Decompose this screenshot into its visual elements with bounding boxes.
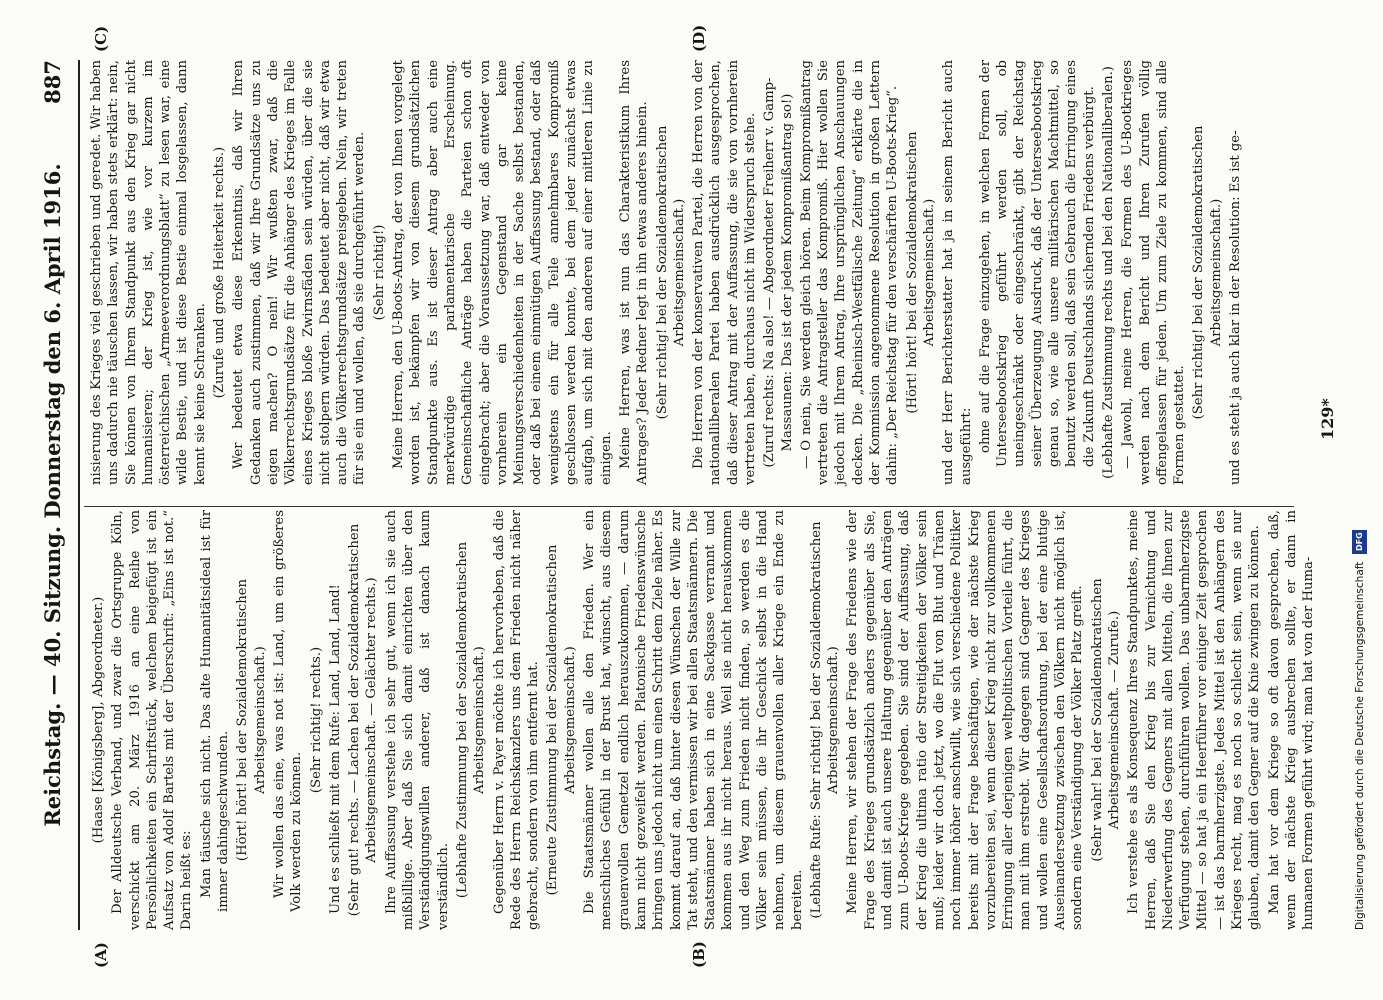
quotation: Wir wollen das eine, was not ist: Land, um ein größeres Volk werden zu können.: [271, 510, 305, 912]
dfg-logo-icon: DFG: [1352, 530, 1367, 554]
funding-credit: [1352, 530, 1367, 930]
speaker-line: (Haase [Königsberg], Abgeordneter.): [91, 596, 106, 844]
interjection: (Zuruf rechts: Na also! — Abgeordneter Freiherr v. Gamp-Massaunen: Das ist der jedem Kompromißantrag so!): [762, 77, 795, 468]
header-rule: [78, 60, 80, 930]
left-column: [88, 510, 1317, 930]
paragraph: und der Herr Berichterstatter hat ja in seinem Bericht auch ausgeführt:: [941, 60, 974, 485]
paragraph: Die Staatsmänner wollen alle den Frieden. Wer ein menschliches Gefühl in der Brust hat, wünscht, aus diesem grauenvollen Gemetzel endlich herauszukommen, — darum kann nicht gezweifelt werden. Platonische Friedenswünsche bringen uns jedoch nicht um einen Schritt dem Ziele näher. Es kommt darauf an, daß hinter diesen Wünschen der Wille zur Tat steht, und den vermissen wir bei allen Staatsmännern. Die Staatsmänner haben sich in eine Sackgasse verrannt und kommen aus ihr nicht heraus. Weil sie nicht herauskommen und den Weg zum Frieden nicht finden, so werden es die Völker sein müssen, die ihr Geschick selbst in die Hand nehmen, um diesem grauenvollen aller Kriege ein Ende zu bereiten.: [582, 510, 805, 930]
margin-marker-d: (D): [690, 24, 708, 52]
interjection: (Sehr wahr! bei der Sozialdemokratischen Arbeitsgemeinschaft. — Zurufe.): [1089, 578, 1122, 862]
interjection: (Hört! hört! bei der Sozialdemokratischen Arbeitsgemeinschaft.): [904, 131, 937, 414]
interjection: (Sehr richtig! bei der Sozialdemokratischen Arbeitsgemeinschaft.): [654, 125, 687, 420]
interjection: (Sehr richtig! rechts.): [308, 646, 324, 794]
paragraph: und es steht ja auch klar in der Resolution: Es ist ge-: [1228, 130, 1243, 485]
quotation: Man täusche sich nicht. Das alte Humanitätsideal ist für immer dahingeschwunden.: [198, 510, 232, 912]
paragraph: Meine Herren, wir stehen der Frage des Friedens wie der Frage des Krieges grundsätzlich anders gegenüber als Sie, und damit ist auch unsere Haltung gegenüber den Anträgen zum U-Boots-Kriege gegeben. Sie sind der Auffassung, daß der Krieg die ultima ratio der Streitigkeiten der Völker sein muß; leider wir doch jetzt, wo die Flut von Blut und Tränen noch immer höher anschwillt, wie sich verschiedene Politiker bereits mit der Frage beschäftigen, wie der nächste Krieg vorzubereiten sei, wenn dieser Krieg nicht zur vollkommenen Erringung aller derjenigen weltpolitischen Vorteile führt, die man mit ihm erstrebt. Wir dagegen sind Gegner des Krieges und wollen eine Gesellschaftsordnung, bei der eine blutige Auseinandersetzung zwischen den Völkern nicht möglich ist, sondern eine Verständigung der Völker Platz greift.: [845, 510, 1086, 930]
paragraph: — O nein, Sie werden gleich hören. Beim Kompromißantrag vertreten die Antragsteller das Kompromiß. Hier wollen Sie jedoch mit Ihrem Antrag, Ihre ursprünglichen Anschauungen decken. Die „Rheinisch-Westfälische Zeitung“ erklärte die in der Kommission angenommene Resolution in großen Lettern dahin: „Der Reichstag für den verschärften U-Boots-Krieg“.: [798, 60, 901, 485]
paragraph: — Jawohl, meine Herren, die Formen des U-Bootkrieges werden nach dem Bericht und Ihren Zurufen völlig offengelassen für jeden. Um zum Ziele zu kommen, sind alle Formen gestattet.: [1120, 60, 1188, 485]
column-divider: [84, 506, 1294, 507]
quotation: ohne auf die Frage einzugehen, in welchen Formen der Unterseebootskrieg geführt werden soll, ob uneingeschränkt oder eingeschränkt, gibt der Reichstag seiner Überzeugung Ausdruck, daß der Unterseebootskrieg genau so, wie alle unsere militärischen Machtmittel, so benutzt werden soll, daß sein Gebrauch die Erringung eines die Zukunft Deutschlands sichernden Friedens verbürgt.: [977, 60, 1097, 467]
page-number: 887: [40, 60, 65, 104]
page-title: Reichstag. — 40. Sitzung. Donnerstag den 6. April 1916.: [40, 163, 65, 827]
interjection: (Erneute Zustimmung bei der Sozialdemokratischen Arbeitsgemeinschaft.): [545, 544, 578, 896]
page-header: [40, 60, 70, 930]
right-column: [88, 60, 1288, 485]
paragraph: Die Herren von der konservativen Partei, die Herren von der nationalliberalen Partei haben ausdrücklich ausgesprochen, daß dieser Antrag mit der Auffassung, die sie von vornherein vertreten haben, durchaus nicht im Widerspruch stehe.: [691, 60, 758, 485]
interjection: (Lebhafte Rufe: Sehr richtig! bei der Sozialdemokratischen Arbeitsgemeinschaft.): [808, 521, 842, 919]
interjection: (Lebhafte Zustimmung rechts und bei den Nationalliberalen.): [1100, 66, 1116, 479]
interjection: (Sehr richtig! bei der Sozialdemokratischen Arbeitsgemeinschaft.): [1191, 125, 1224, 420]
paragraph: Ihre Auffassung verstehe ich sehr gut, wenn ich sie auch mißbillige. Aber daß Sie sich damit einrichten über den Verständigungswillen anderer, daß ist danach kaum verständlich.: [383, 510, 451, 930]
paragraph: Man hat vor dem Kriege so oft davon gesprochen, daß, wenn der nächste Krieg ausbrechen sollte, er dann in humanen Formen geführt wird; man hat von der Huma-: [1266, 510, 1317, 930]
margin-marker-c: (C): [92, 25, 110, 52]
margin-marker-b: (B): [690, 941, 708, 968]
paragraph: Wer bedeutet etwa diese Erkenntnis, daß wir Ihren Gedanken auch zustimmen, daß wir Ihre Grundsätze uns zu eigen machen? O nein! Wir wußten zwar, daß die Völkerrechtsgrundsätze für die Anhänger des Krieges im Falle eines Krieges bloße Zwirnsfäden sein würden, über die sie nicht stolpern würden. Das bedeutet aber nicht, daß wir etwa auch die Völkerrechtsgrundsätze preisgeben. Nein, wir treten für sie ein und wollen, daß sie durchgeführt werden.: [231, 60, 368, 485]
interjection: (Sehr gut! rechts. — Lachen bei der Sozialdemokratischen Arbeitsgemeinschaft. — Gelächter rechts.): [347, 523, 380, 917]
paragraph: Der Alldeutsche Verband, und zwar die Ortsgruppe Köln, verschickt am 20. März 1916 an eine Reihe von Persönlichkeiten ein Schriftstück, welchem beigefügt ist ein Aufsatz von Adolf Bartels mit der Überschrift: „Eins ist not.“ Darin heißt es:: [110, 510, 195, 930]
paragraph: Und es schließt mit dem Rufe: Land, Land, Land!: [327, 584, 343, 914]
interjection: (Sehr richtig!): [371, 224, 387, 321]
credit-text: Digitalisierung gefördert durch die Deutsche Forschungsgemeinschaft: [1353, 561, 1366, 930]
paragraph: Meine Herren, den U-Boots-Antrag, der von Ihnen vorgelegt worden ist, bekämpfen wir von diesem grundsätzlichen Standpunkte aus. Es ist dieser Antrag aber auch eine merkwürdige parlamentarische Erscheinung. Gemeinschaftliche Anträge haben die Parteien schon oft eingebracht; aber die Voraussetzung war, daß entweder von vornherein ein Gegenstand gar keine Meinungsverschiedenheiten in der Sache selbst bestanden, oder daß bei einem einmütigen Auffassung bestand, oder daß wenigstens ein für alle Teile annehmbares Kompromiß geschlossen werden konnte, bei dem jeder zunächst etwas aufgab, um sich mit den anderen auf einer mittleren Linie zu einigen.: [391, 60, 614, 485]
paragraph: Ich verstehe es als Konsequenz Ihres Standpunktes, meine Herren, daß Sie den Krieg bis zur Vernichtung und Niederwerfung des Gegners mit allen Mitteln, die Ihnen zur Verfügung stehen, durchführen wollen. Das unbarmherzigste Mittel — so hat ja ein Heerführer vor einiger Zeit gesprochen — ist das barmherzigste. Jedes Mittel ist den Anhängern des Krieges recht, mag es noch so schlecht sein, wenn sie nur glauben, damit den Gegner auf die Knie zwingen zu können.: [1126, 510, 1263, 930]
interjection: (Hört! hört! bei der Sozialdemokratischen Arbeitsgemeinschaft.): [235, 578, 268, 862]
paragraph: nisierung des Krieges viel geschrieben und geredet. Wir haben uns dadurch nie täuschen lassen, wir haben stets erklärt: nein, Sie können von Ihrem Standpunkt aus den Krieg gar nicht humanisieren; der Krieg ist, wie vor kurzem im österreichischen „Armeeverordnungsblatt“ zu lesen war, eine wilde Bestie, und ist diese Bestie einmal losgelassen, dann kennt sie keine Schranken.: [89, 60, 208, 485]
interjection: (Lebhafte Zustimmung bei der Sozialdemokratischen Arbeitsgemeinschaft.): [454, 541, 488, 899]
sheet-signature: 129*: [1318, 398, 1337, 440]
paragraph: Meine Herren, was ist nun das Charakteristikum Ihres Antrages? Jeder Redner legt in ihn etwas anderes hinein.: [617, 60, 651, 485]
margin-marker-a: (A): [92, 942, 110, 968]
interjection: (Zurufe und große Heiterkeit rechts.): [212, 146, 228, 399]
paragraph: Gegenüber Herrn v. Payer möchte ich hervorheben, daß die Rede des Herrn Reichskanzlers uns dem Frieden nicht näher gebracht, sondern von ihm entfernt hat.: [491, 510, 542, 930]
